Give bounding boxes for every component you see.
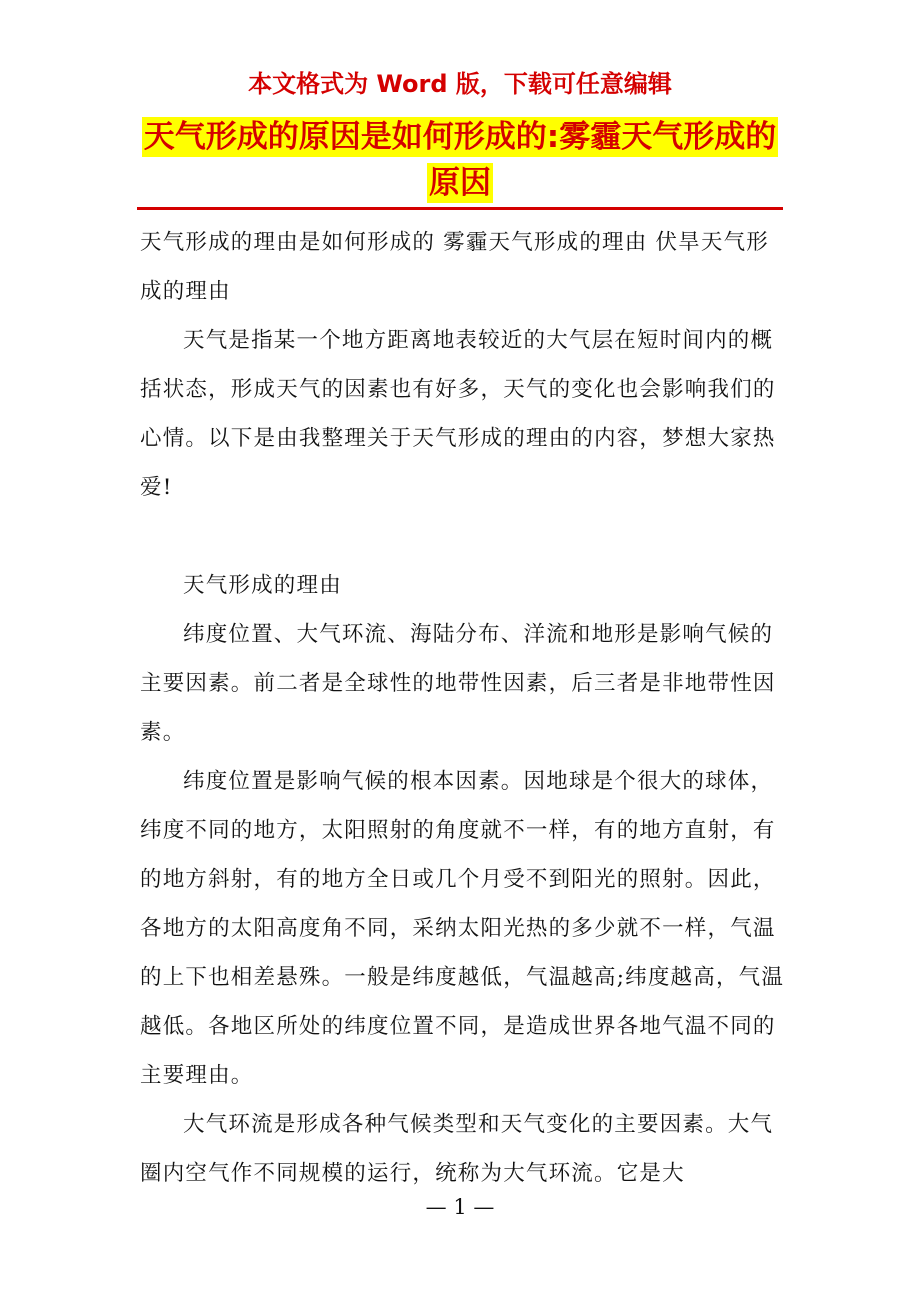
document-title: 天气形成的原因是如何形成的:雾霾天气形成的原因 xyxy=(143,119,777,201)
page-number: — 1 — xyxy=(425,1195,495,1219)
title-divider xyxy=(137,207,783,210)
format-notice: 本文格式为 Word 版，下载可任意编辑 xyxy=(248,70,672,98)
body-paragraph: 纬度位置是影响气候的根本因素。因地球是个很大的球体，纬度不同的地方，太阳照射的角度就不一样，有的地方直射，有的地方斜射，有的地方全日或几个月受不到阳光的照射。因此，各地方的太阳高度角不同，采纳太阳光热的多少就不一样，气温的上下也相差悬殊。一般是纬度越低，气温越高;纬度越高，气温越低。各地区所处的纬度位置不同，是造成世界各地气温不同的主要理由。 xyxy=(140,769,785,1088)
title-block xyxy=(130,114,790,206)
section-heading: 天气形成的理由 xyxy=(183,573,342,598)
body-paragraph: 纬度位置、大气环流、海陆分布、洋流和地形是影响气候的主要因素。前二者是全球性的地带性因素，后三者是非地带性因素。 xyxy=(140,622,776,745)
subtitle-line: 天气形成的理由是如何形成的 雾霾天气形成的理由 伏旱天气形成的理由 xyxy=(140,230,769,304)
blank-line xyxy=(140,512,790,561)
body-paragraph: 大气环流是形成各种气候类型和天气变化的主要因素。大气圈内空气作不同规模的运行，统称为大气环流。它是大 xyxy=(140,1112,774,1186)
document-body xyxy=(140,218,790,1198)
intro-paragraph: 天气是指某一个地方距离地表较近的大气层在短时间内的概括状态，形成天气的因素也有好多，天气的变化也会影响我们的心情。以下是由我整理关于天气形成的理由的内容，梦想大家热爱! xyxy=(140,328,776,500)
